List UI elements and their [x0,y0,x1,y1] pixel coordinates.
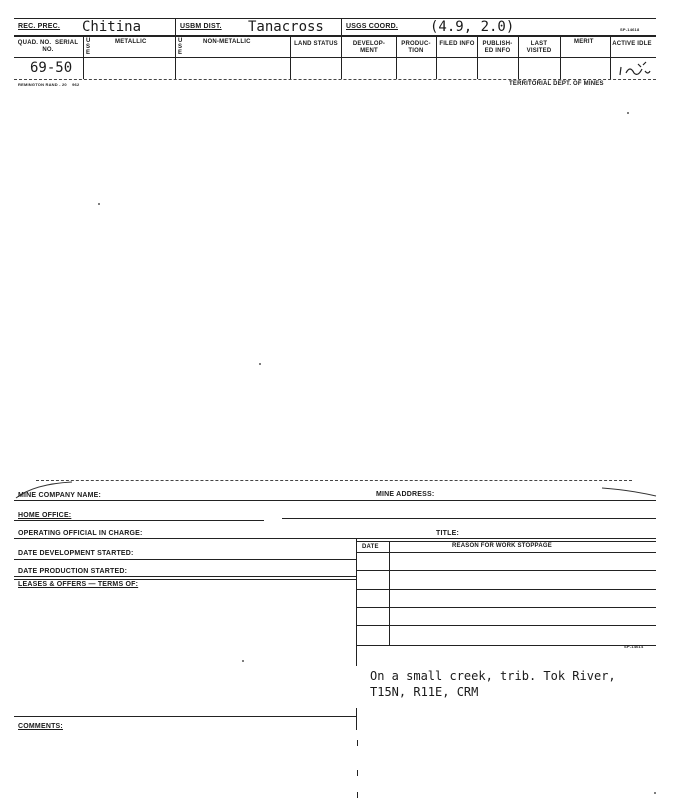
footer-right: TERRITORIAL DEPT. OF MINES [509,81,604,87]
usgs-coord-label: USGS COORD. [346,23,398,30]
scan-speck [654,792,656,794]
title-label: TITLE: [436,530,459,537]
top-right-curve [600,480,658,500]
usbm-dist-label: USBM DIST. [180,23,222,30]
date-production-started-label: DATE PRODUCTION STARTED: [18,568,128,575]
rec-prec-label: REC. PREC. [18,23,61,30]
col-merit: MERIT [574,39,594,45]
col-land-status: LAND STATUS [294,41,338,47]
col-production: PRODUC-TION [401,41,431,54]
notes-line-2: T15N, R11E, CRM [370,685,479,699]
form-number-top: SP-14618 [620,27,640,32]
comments-label: COMMENTS: [18,723,63,730]
rec-prec-value: Chitina [82,19,142,35]
scan-speck [627,112,629,114]
col-published-info: PUBLISH-ED INFO [482,41,513,54]
mine-company-name-label: MINE COMPANY NAME: [18,492,102,499]
scan-speck [98,203,100,205]
home-office-label: HOME OFFICE: [18,512,72,519]
col-quad-serial: QUAD. NO. SERIAL NO. [17,40,79,53]
col-active-idle: ACTIVE IDLE [612,41,652,47]
col-non-metallic: NON-METALLIC [203,39,251,45]
usgs-coord-value: (4.9, 2.0) [430,19,515,35]
col-last-visited: LAST VISITED [526,41,552,54]
date-col-label: DATE [362,544,379,550]
form-number-bottom: SP-14614 [624,644,644,649]
date-development-started-label: DATE DEVELOPMENT STARTED: [18,550,134,557]
col-use-nonmetallic: U S E [178,38,183,56]
scan-speck [242,660,244,662]
reason-col-label: REASON FOR WORK STOPPAGE [452,543,552,549]
usbm-dist-value: Tanacross [248,19,324,35]
col-use-metallic: U S E [86,38,91,56]
quad-serial-value: 69-50 [30,60,73,76]
footer-left: REMINGTON RAND - 20 962 [18,82,80,87]
handwritten-mark-icon [616,59,652,79]
col-filed-info: FILED INFO [439,41,475,47]
col-development: DEVELOP-MENT [352,41,386,54]
notes-line-1: On a small creek, trib. Tok River, [370,669,616,683]
leases-offers-label: LEASES & OFFERS — TERMS OF: [18,581,139,588]
scan-speck [259,363,261,365]
mine-address-label: MINE ADDRESS: [376,491,435,498]
operating-official-label: OPERATING OFFICIAL IN CHARGE: [18,530,143,537]
col-metallic: METALLIC [115,39,147,45]
